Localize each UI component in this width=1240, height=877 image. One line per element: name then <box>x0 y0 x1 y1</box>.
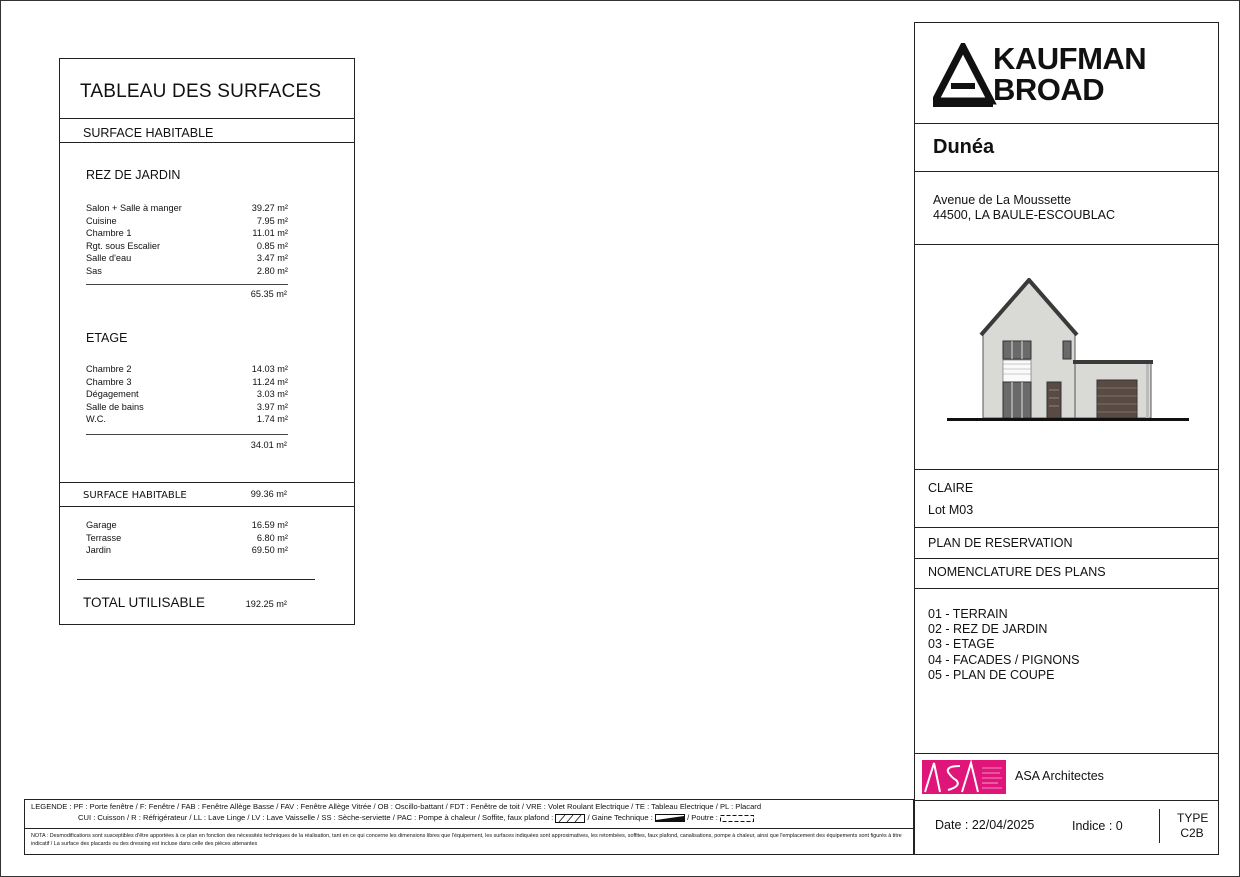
divider <box>915 753 1218 754</box>
table-row: Salon + Salle à manger 39.27 m² <box>86 203 288 213</box>
surfaces-title: TABLEAU DES SURFACES <box>80 81 322 102</box>
project-name: Dunéa <box>933 136 995 158</box>
table-row: Terrasse 6.80 m² <box>86 532 288 543</box>
plan-indice: Indice : 0 <box>1072 819 1123 833</box>
nomenclature-title: NOMENCLATURE DES PLANS <box>928 565 1106 579</box>
brand-name: KAUFMAN BROAD <box>993 41 1147 107</box>
table-row: Chambre 2 14.03 m² <box>86 364 288 374</box>
divider <box>915 588 1218 589</box>
legend-box <box>24 799 914 855</box>
table-row: Jardin 69.50 m² <box>86 545 288 555</box>
table-row: Salle de bains 3.97 m² <box>86 401 288 412</box>
group-title-rdj: REZ DE JARDIN <box>86 168 181 182</box>
project-address: Avenue de La Moussette 44500, LA BAULE-ESCOUBLAC <box>933 193 1116 222</box>
divider <box>915 171 1218 172</box>
list-item: 03 - ETAGE <box>928 637 995 652</box>
subtotal-etage: 34.01 m² <box>250 440 287 450</box>
title-block <box>914 22 1219 855</box>
table-row: Garage 16.59 m² <box>86 520 288 530</box>
section-label: SURFACE HABITABLE <box>83 126 214 140</box>
subtotal-line <box>86 434 288 435</box>
divider <box>915 527 1218 528</box>
divider <box>60 142 354 143</box>
plan-type-code: TYPE C2B <box>1177 811 1209 840</box>
model-name: CLAIRE <box>928 481 974 495</box>
gaine-technique-icon <box>655 814 685 822</box>
divider <box>1159 809 1160 843</box>
table-row: Sas 2.80 m² <box>86 265 288 276</box>
divider <box>915 469 1218 470</box>
divider <box>915 123 1218 124</box>
divider <box>60 118 354 119</box>
plans-list <box>928 607 1079 683</box>
list-item: 01 - TERRAIN <box>928 607 1008 621</box>
table-row: W.C. 1.74 m² <box>86 414 288 424</box>
surfaces-table <box>59 58 355 625</box>
divider <box>915 244 1218 245</box>
table-row: Rgt. sous Escalier 0.85 m² <box>86 240 288 251</box>
poutre-dashed-icon <box>720 815 754 822</box>
divider <box>60 506 354 507</box>
total-value: 192.25 m² <box>245 599 287 609</box>
table-row: Dégagement 3.03 m² <box>86 389 288 399</box>
house-facade-illustration <box>945 278 1191 428</box>
table-row: Chambre 1 11.01 m² <box>86 228 288 238</box>
subtotal-line <box>86 284 288 285</box>
plan-date: Date : 22/04/2025 <box>935 818 1035 832</box>
asa-architectes-logo-icon <box>922 760 1006 794</box>
legend-line-1: LEGENDE : PF : Porte fenêtre / F: Fenêtre / FAB : Fenêtre Allège Basse / FAV : Fenêtre Allège Vitrée / OB : Oscillo-battant / FDT : Fenêtre de toit / VRE : Volet Roulant Electrique / TE : Tableau Electrique / PL : Placard <box>31 802 762 811</box>
plan-type: PLAN DE RESERVATION <box>928 536 1073 550</box>
divider <box>915 558 1218 559</box>
table-row: Salle d'eau 3.47 m² <box>86 253 288 263</box>
table-row: Chambre 3 11.24 m² <box>86 376 288 387</box>
habitable-label: SURFACE HABITABLE <box>83 490 187 501</box>
table-row: Cuisine 7.95 m² <box>86 215 288 226</box>
divider <box>915 800 1218 801</box>
subtotal-rdj: 65.35 m² <box>250 289 287 299</box>
divider <box>60 482 354 483</box>
total-label: TOTAL UTILISABLE <box>83 595 206 610</box>
architect-name: ASA Architectes <box>1015 769 1104 783</box>
group-title-etage: ETAGE <box>86 331 128 345</box>
total-line <box>77 579 315 580</box>
legend-line-2: CUI : Cuisson / R : Réfrigérateur / LL : Lave Linge / LV : Lave Vaisselle / SS : Sèche-serviette / PAC : Pompe à chaleur / Soffite, faux plafond : / Gaine Technique : / Poutre : <box>78 813 754 823</box>
list-item: 05 - PLAN DE COUPE <box>928 667 1055 682</box>
divider <box>25 828 913 829</box>
lot-number: Lot M03 <box>928 503 974 517</box>
list-item: 02 - REZ DE JARDIN <box>928 622 1048 637</box>
list-item: 04 - FACADES / PIGNONS <box>928 652 1080 667</box>
soffite-hatch-icon <box>555 814 585 823</box>
habitable-value: 99.36 m² <box>250 489 287 499</box>
legend-note: NOTA : Desmodifications sont susceptibles d'être apportées à ce plan en fonction des nécessités techniques de la réalisation, tant en ce qui concerne les dimensions libres que l'équipement, les surfaces indiquées sont approximatives, les retombées, soffites, faux plafond, canalisations, pompe à chaleur, ainsi que l'emplacement des équipements sont figurés à titre indicatif / La surface des placards ou des dressing est incluse dans celle des pièces attenantes <box>31 833 902 847</box>
